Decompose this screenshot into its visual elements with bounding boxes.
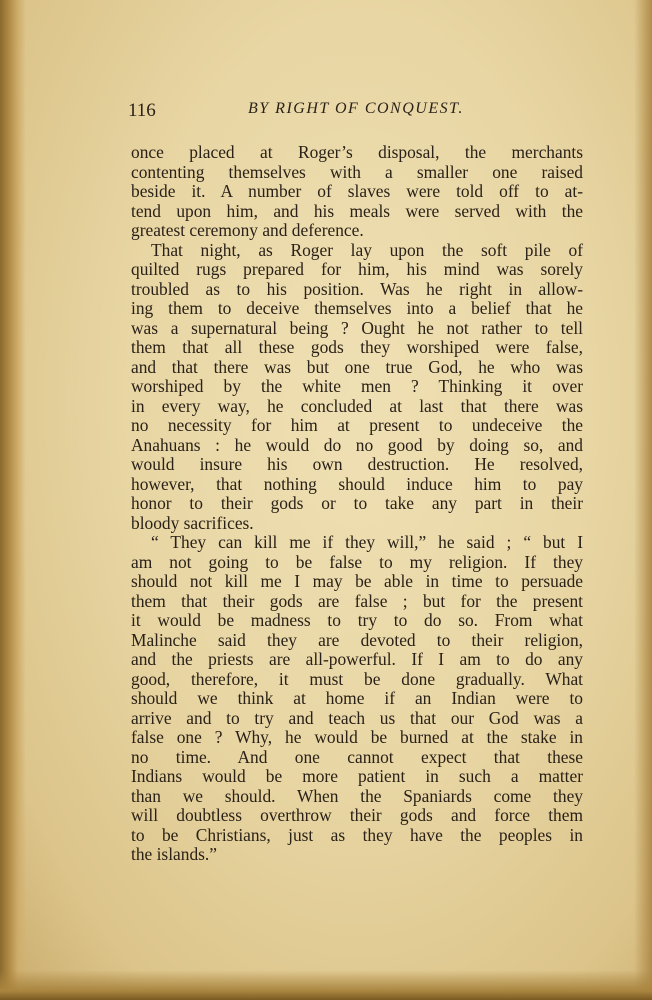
text-line: beside it. A number of slaves were told off to at-: [131, 181, 583, 201]
page-edge-shading: [634, 0, 652, 1000]
text-line: “ They can kill me if they will,” he said ; “ but I: [151, 532, 583, 552]
text-line: Indians would be more patient in such a matter: [131, 766, 583, 786]
text-line: contenting themselves with a smaller one raised: [131, 161, 583, 182]
text-line: worshiped by the white men ? Thinking it over: [131, 376, 583, 396]
text-line: once placed at Roger’s disposal, the merchants: [131, 142, 583, 162]
text-line: Anahuans : he would do no good by doing so, and: [131, 434, 583, 455]
text-line: them that their gods are false ; but for the present: [131, 590, 583, 611]
text-line: them that all these gods they worshiped were false,: [131, 337, 583, 357]
text-line: will doubtless overthrow their gods and force them: [131, 805, 583, 825]
text-line: good, therefore, it must be done gradually. What: [131, 668, 583, 689]
text-line: no time. And one cannot expect that these: [131, 746, 583, 767]
text-line: honor to their gods or to take any part in their: [131, 493, 583, 513]
text-line: than we should. When the Spaniards come they: [131, 785, 583, 806]
text-line: ing them to deceive themselves into a belief that he: [131, 298, 583, 318]
page-bottom-edge: [0, 970, 652, 1000]
text-line: bloody sacrifices.: [131, 512, 254, 533]
text-line: to be Christians, just as they have the peoples in: [131, 824, 583, 845]
text-line: and the priests are all-powerful. If I am to do any: [131, 649, 583, 669]
text-line: however, that nothing should induce him to pay: [131, 473, 583, 494]
text-line: am not going to be false to my religion. If they: [131, 551, 583, 572]
text-line: quilted rugs prepared for him, his mind was sorely: [131, 259, 583, 279]
text-line: troubled as to his position. Was he right in allow-: [131, 278, 583, 299]
text-line: arrive and to try and teach us that our God was a: [131, 707, 583, 728]
text-line: false one ? Why, he would be burned at the stake in: [131, 727, 583, 747]
page-number: 116: [128, 100, 156, 121]
text-line: in every way, he concluded at last that there was: [131, 395, 583, 416]
text-line: That night, as Roger lay upon the soft pile of: [151, 239, 583, 260]
text-line: should we think at home if an Indian were to: [131, 688, 583, 708]
body-text: [131, 143, 583, 865]
text-line: Malinche said they are devoted to their religion,: [131, 629, 583, 650]
text-line: tend upon him, and his meals were served with the: [131, 200, 583, 221]
text-line: no necessity for him at present to undeceive the: [131, 415, 583, 435]
running-title: BY RIGHT OF CONQUEST.: [248, 100, 464, 117]
text-line: and that there was but one true God, he who was: [131, 356, 583, 377]
text-line: should not kill me I may be able in time to persuade: [131, 571, 583, 591]
book-spine-shadow: [0, 0, 26, 1000]
text-line: greatest ceremony and deference.: [131, 220, 364, 240]
text-line: was a supernatural being ? Ought he not rather to tell: [131, 317, 583, 338]
text-line: it would be madness to try to do so. From what: [131, 610, 583, 630]
text-line: the islands.”: [131, 844, 217, 864]
page-header: [128, 100, 583, 126]
text-line: would insure his own destruction. He resolved,: [131, 454, 583, 474]
